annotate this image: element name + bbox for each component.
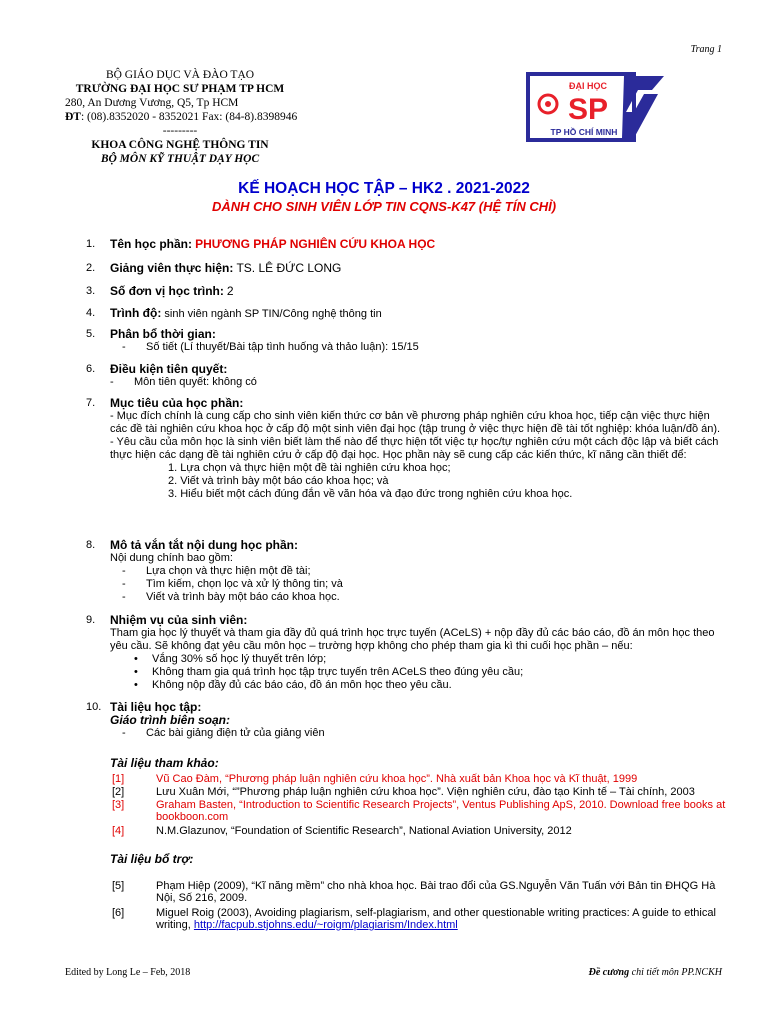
supplementary-item xyxy=(112,880,728,904)
supplementary-title-block xyxy=(86,853,726,866)
reference-text: Vũ Cao Đàm, “Phương pháp luận nghiên cứu khoa học”. Nhà xuất bản Khoa học và Kĩ thuật, 1999 xyxy=(156,773,638,785)
item-level xyxy=(86,307,726,321)
reference-text: N.M.Glazunov, “Foundation of Scientific Research”, National Aviation University, 2012 xyxy=(156,825,572,837)
reference-number: [4] xyxy=(112,825,125,837)
time-allocation-value: - Số tiết (Lí thuyết/Bài tập tình huống và thảo luận): 15/15 xyxy=(146,341,726,354)
reference-text xyxy=(156,907,728,931)
reference-number: [6] xyxy=(112,907,125,919)
course-name-value: PHƯƠNG PHÁP NGHIÊN CỨU KHOA HỌC xyxy=(195,237,436,251)
item-credits xyxy=(86,285,726,299)
ministry-name: BỘ GIÁO DỤC VÀ ĐÀO TẠO xyxy=(105,69,255,81)
item-prerequisites xyxy=(86,363,726,389)
footer-doc-label: Đề cương xyxy=(588,967,630,978)
item-time-allocation xyxy=(86,328,726,354)
lecturer-value: TS. LÊ ĐỨC LONG xyxy=(236,261,342,275)
item-number: 9. xyxy=(86,614,96,626)
reference-text: Graham Basten, “Introduction to Scientific Research Projects”, Ventus Publishing ApS, 2010. Download free books at bookboon.com xyxy=(156,799,726,823)
item-number: 2. xyxy=(86,262,96,274)
duty-bullet: • Không nộp đầy đủ các báo cáo, đồ án môn học theo yêu cầu. xyxy=(152,679,726,692)
objective-list-item: 2. Viết và trình bày một báo cáo khoa học; và xyxy=(168,475,389,487)
item-content-summary xyxy=(86,539,726,604)
reference-text-body: Miguel Roig (2003), Avoiding plagiarism, self-plagiarism, and other questionable writing practices: A guide to ethical writing, xyxy=(156,907,716,931)
item-number: 8. xyxy=(86,539,96,551)
item-label: Nhiệm vụ của sinh viên: xyxy=(110,613,248,627)
references-title-block xyxy=(86,757,726,770)
logo-bottom-text: TP HỒ CHÍ MINH xyxy=(550,127,618,137)
item-label: Điều kiện tiên quyết: xyxy=(110,362,228,376)
reference-item xyxy=(112,825,728,837)
item-number: 6. xyxy=(86,363,96,375)
item-materials xyxy=(86,701,726,740)
duty-bullet: • Không tham gia quá trình học tập trực tuyến trên ACeLS theo đúng yêu cầu; xyxy=(152,666,726,679)
duty-bullet: • Vắng 30% số học lý thuyết trên lớp; xyxy=(152,653,726,666)
level-value: sinh viên ngành SP TIN/Công nghệ thông tin xyxy=(164,308,382,320)
university-name: TRƯỜNG ĐẠI HỌC SƯ PHẠM TP HCM xyxy=(75,83,285,95)
prerequisites-value: - Môn tiên quyết: không có xyxy=(134,376,726,389)
objective-list-item: 3. Hiểu biết một cách đúng đắn về văn hóa và đạo đức trong nghiên cứu khoa học. xyxy=(168,488,573,500)
footer-editor: Edited by Long Le – Feb, 2018 xyxy=(65,967,191,978)
item-label: Tài liệu học tập: xyxy=(110,700,202,714)
item-number: 5. xyxy=(86,328,96,340)
content-intro: Nội dung chính bao gồm: xyxy=(110,552,233,564)
faculty-name: KHOA CÔNG NGHỆ THÔNG TIN xyxy=(91,139,269,151)
item-number: 10. xyxy=(86,701,102,713)
supplementary-section-title: Tài liệu bổ trợ: xyxy=(110,852,194,866)
item-number: 3. xyxy=(86,285,96,297)
university-address: 280, An Dương Vương, Q5, Tp HCM xyxy=(65,97,239,109)
item-label: Giảng viên thực hiện: xyxy=(110,261,234,275)
plagiarism-guide-link[interactable]: http://facpub.stjohns.edu/~roigm/plagiarism/Index.html xyxy=(193,919,458,931)
department-name: BỘ MÔN KỸ THUẬT DẠY HỌC xyxy=(100,153,260,165)
item-label: Phân bổ thời gian: xyxy=(110,327,216,341)
reference-number: [3] xyxy=(112,799,125,811)
materials-list-item: - Các bài giảng điện tử của giảng viên xyxy=(146,727,726,740)
logo-sp-text: SP xyxy=(567,93,609,126)
item-objectives xyxy=(86,397,726,501)
item-lecturer xyxy=(86,262,726,276)
references-section-title: Tài liệu tham khảo: xyxy=(110,756,219,770)
objective-list-item: 1. Lựa chọn và thực hiện một đề tài nghiên cứu khoa học; xyxy=(168,462,451,474)
supplementary-item xyxy=(112,907,728,931)
university-phone xyxy=(65,110,365,124)
objectives-paragraph: - Yêu cầu của môn học là sinh viên biết làm thế nào để thực hiện tốt việc tự học/tự nghiên cứu một cách độc lập và biết cách thực hiện các dạng đề tài nghiên cứu ở cấp độ đại học. Học phần này sẽ cung cấp các kiến thức, kĩ năng cần thiết để: xyxy=(110,436,719,461)
page-number: Trang 1 xyxy=(690,44,722,55)
logo-top-text: ĐẠI HỌC xyxy=(569,81,607,91)
item-course-name xyxy=(86,238,726,252)
footer-document-name xyxy=(589,967,722,978)
item-student-duties xyxy=(86,614,726,692)
phone-label: ĐT xyxy=(65,111,81,123)
item-label: Tên học phần: xyxy=(110,237,192,251)
item-label: Mô tả vắn tắt nội dung học phần: xyxy=(110,538,298,552)
content-list-item: - Lựa chọn và thực hiện một đề tài; xyxy=(146,565,726,578)
item-label: Trình độ: xyxy=(110,306,162,320)
duties-paragraph: Tham gia học lý thuyết và tham gia đầy đủ quá trình học trực tuyến (ACeLS) + nộp đầy đủ các báo cáo, đồ án môn học theo yêu cầu. Sẽ không đạt yêu cầu môn học – trường hợp không cho phép tham gia kì thi cuối học phần – nếu: xyxy=(110,627,715,652)
item-number: 1. xyxy=(86,238,96,250)
header-separator: --------- xyxy=(162,125,198,137)
reference-number: [2] xyxy=(112,786,125,798)
reference-text: Lưu Xuân Mới, “”Phương pháp luận nghiên cứu khoa học”. Viện nghiên cứu, đào tạo Kinh tế – Tài chính, 2003 xyxy=(156,786,695,798)
phone-value: : (08).8352020 - 8352021 Fax: (84-8).8398946 xyxy=(80,111,298,123)
item-label: Số đơn vị học trình: xyxy=(110,284,224,298)
item-number: 7. xyxy=(86,397,96,409)
plan-subtitle: DÀNH CHO SINH VIÊN LỚP TIN CQNS-K47 (HỆ TÍN CHỈ) xyxy=(211,199,557,214)
content-list-item: - Viết và trình bày một báo cáo khoa học. xyxy=(146,591,726,604)
content-list-item: - Tìm kiếm, chọn lọc và xử lý thông tin; và xyxy=(146,578,726,591)
plan-title: KẾ HOẠCH HỌC TẬP – HK2 . 2021-2022 xyxy=(238,180,530,197)
objectives-paragraph: - Mục đích chính là cung cấp cho sinh viên kiến thức cơ bản về phương pháp nghiên cứu khoa học, tiếp cận việc thực hiện các đề tài nghiên cứu khoa học ở cấp độ một sinh viên đại học (tập trung ở việc thực hiện đề tài tốt nghiệp: khóa luận/đồ án). xyxy=(110,410,721,435)
reference-item xyxy=(112,799,728,823)
footer-doc-title: chi tiết môn PP.NCKH xyxy=(629,967,722,978)
reference-text: Phạm Hiệp (2009), “Kĩ năng mềm” cho nhà khoa học. Bài trao đổi của GS.Nguyễn Văn Tuấn với Bản tin ĐHQG Hà Nội, Số 216, 2009. xyxy=(156,880,716,904)
university-logo xyxy=(526,72,666,142)
institution-header xyxy=(65,68,365,166)
credits-value: 2 xyxy=(226,284,234,298)
item-label: Mục tiêu của học phần: xyxy=(110,396,244,410)
reference-number: [1] xyxy=(112,773,125,785)
reference-number: [5] xyxy=(112,880,125,892)
item-number: 4. xyxy=(86,307,96,319)
reference-item xyxy=(112,786,728,798)
materials-section-title: Giáo trình biên soạn: xyxy=(110,713,231,727)
reference-item xyxy=(112,773,728,785)
